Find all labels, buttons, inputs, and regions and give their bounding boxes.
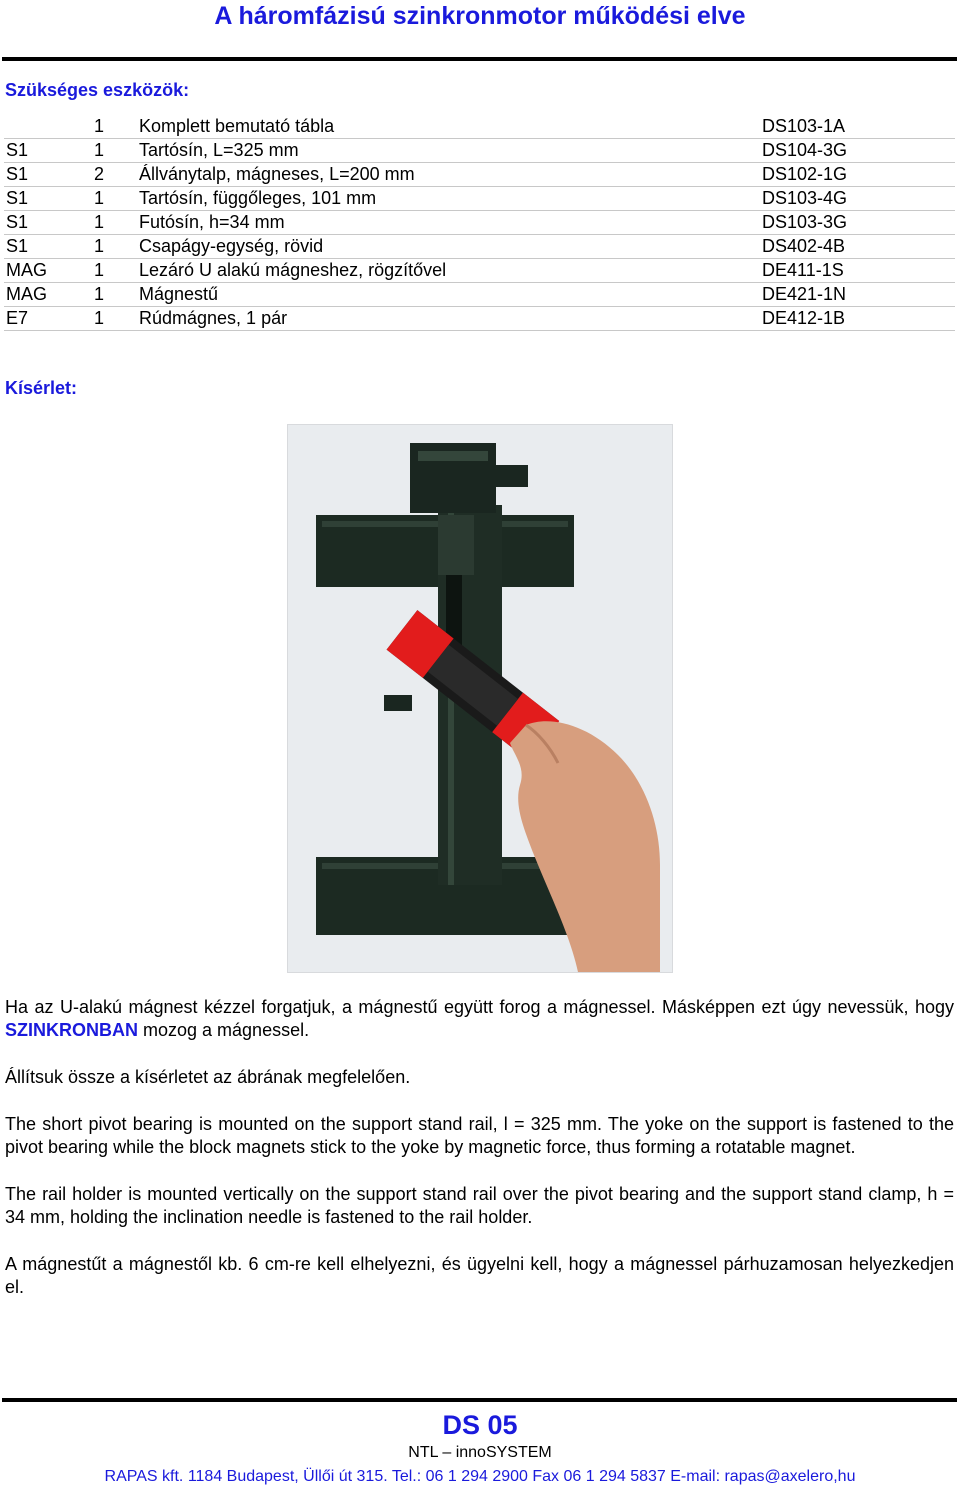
part-description: Állványtalp, mágneses, L=200 mm — [139, 164, 415, 184]
table-row — [4, 139, 955, 163]
part-description: Tartósín, L=325 mm — [139, 140, 299, 160]
part-order-number: DE412-1B — [762, 308, 846, 328]
table-row — [4, 307, 955, 331]
part-qty: 1 — [94, 260, 105, 280]
bottom-divider — [2, 1398, 957, 1402]
synchron-highlight: SZINKRONBAN — [5, 1020, 138, 1041]
page-title: A háromfázisú szinkronmotor működési elve — [214, 2, 746, 30]
table-row — [4, 283, 955, 307]
paragraph-setup: Állítsuk össze a kísérletet az ábrának megfelelően. — [5, 1067, 411, 1087]
part-description: Komplett bemutató tábla — [139, 116, 335, 136]
paragraph-synchron-text-a: Ha az U-alakú mágnest kézzel forgatjuk, a mágnestű együtt forog a mágnessel. Másképpen ezt úgy nevessük, hogy — [5, 997, 954, 1017]
part-code: S1 — [6, 188, 29, 208]
apparatus-illustration — [288, 425, 672, 972]
part-qty: 1 — [94, 140, 105, 160]
table-row — [4, 115, 955, 139]
part-qty: 1 — [94, 116, 105, 136]
document-code: DS 05 — [442, 1410, 518, 1440]
equipment-heading: Szükséges eszközök: — [5, 80, 190, 100]
part-description: Mágnestű — [139, 284, 219, 304]
part-order-number: DS103-1A — [762, 116, 846, 136]
paragraph-needle-placement: A mágnestűt a mágnestől kb. 6 cm-re kell elhelyezni, és ügyelni kell, hogy a mágnessel párhuzamosan helyezkedjen el. — [5, 1254, 954, 1298]
part-order-number: DE411-1S — [762, 260, 844, 280]
experiment-heading: Kísérlet: — [5, 378, 78, 398]
part-qty: 1 — [94, 188, 105, 208]
part-qty: 1 — [94, 236, 105, 256]
part-order-number: DS103-3G — [762, 212, 848, 232]
part-description: Futósín, h=34 mm — [139, 212, 285, 232]
part-description: Rúdmágnes, 1 pár — [139, 308, 288, 328]
table-row — [4, 259, 955, 283]
equipment-table — [4, 115, 955, 331]
paragraph-synchron — [5, 996, 954, 1043]
part-code: E7 — [6, 308, 29, 328]
paragraph-pivot-bearing: The short pivot bearing is mounted on the support stand rail, l = 325 mm. The yoke on the support is fastened to the pivot bearing while the block magnets stick to the yoke by magnetic force, thus forming a rotatable magnet. — [5, 1114, 954, 1158]
part-order-number: DS104-3G — [762, 140, 848, 160]
part-order-number: DS102-1G — [762, 164, 848, 184]
part-order-number: DE421-1N — [762, 284, 847, 304]
table-row — [4, 235, 955, 259]
part-code: S1 — [6, 212, 29, 232]
contact-line: RAPAS kft. 1184 Budapest, Üllői út 315. Tel.: 06 1 294 2900 Fax 06 1 294 5837 E-mail: rapas@axelero,hu — [104, 1468, 856, 1485]
part-code: MAG — [6, 284, 48, 304]
part-description: Lezáró U alakú mágneshez, rögzítővel — [139, 260, 447, 280]
part-code: S1 — [6, 236, 29, 256]
part-qty: 2 — [94, 164, 105, 184]
paragraph-rail-holder: The rail holder is mounted vertically on the support stand rail over the pivot bearing and the support stand clamp, h = 34 mm, holding the inclination needle is fastened to the rail holder. — [5, 1184, 954, 1228]
part-code: S1 — [6, 164, 29, 184]
part-code: S1 — [6, 140, 29, 160]
paragraph-synchron-text-b: mozog a mágnessel. — [138, 1020, 310, 1041]
table-row — [4, 163, 955, 187]
part-order-number: DS103-4G — [762, 188, 848, 208]
brand-line: NTL – innoSYSTEM — [408, 1444, 552, 1461]
part-qty: 1 — [94, 284, 105, 304]
apparatus-photo — [287, 424, 673, 973]
table-row — [4, 187, 955, 211]
top-divider — [2, 57, 957, 61]
part-description: Tartósín, függőleges, 101 mm — [139, 188, 377, 208]
part-qty: 1 — [94, 212, 105, 232]
table-row — [4, 211, 955, 235]
part-order-number: DS402-4B — [762, 236, 846, 256]
part-code: MAG — [6, 260, 48, 280]
part-description: Csapágy-egység, rövid — [139, 236, 324, 256]
part-qty: 1 — [94, 308, 105, 328]
